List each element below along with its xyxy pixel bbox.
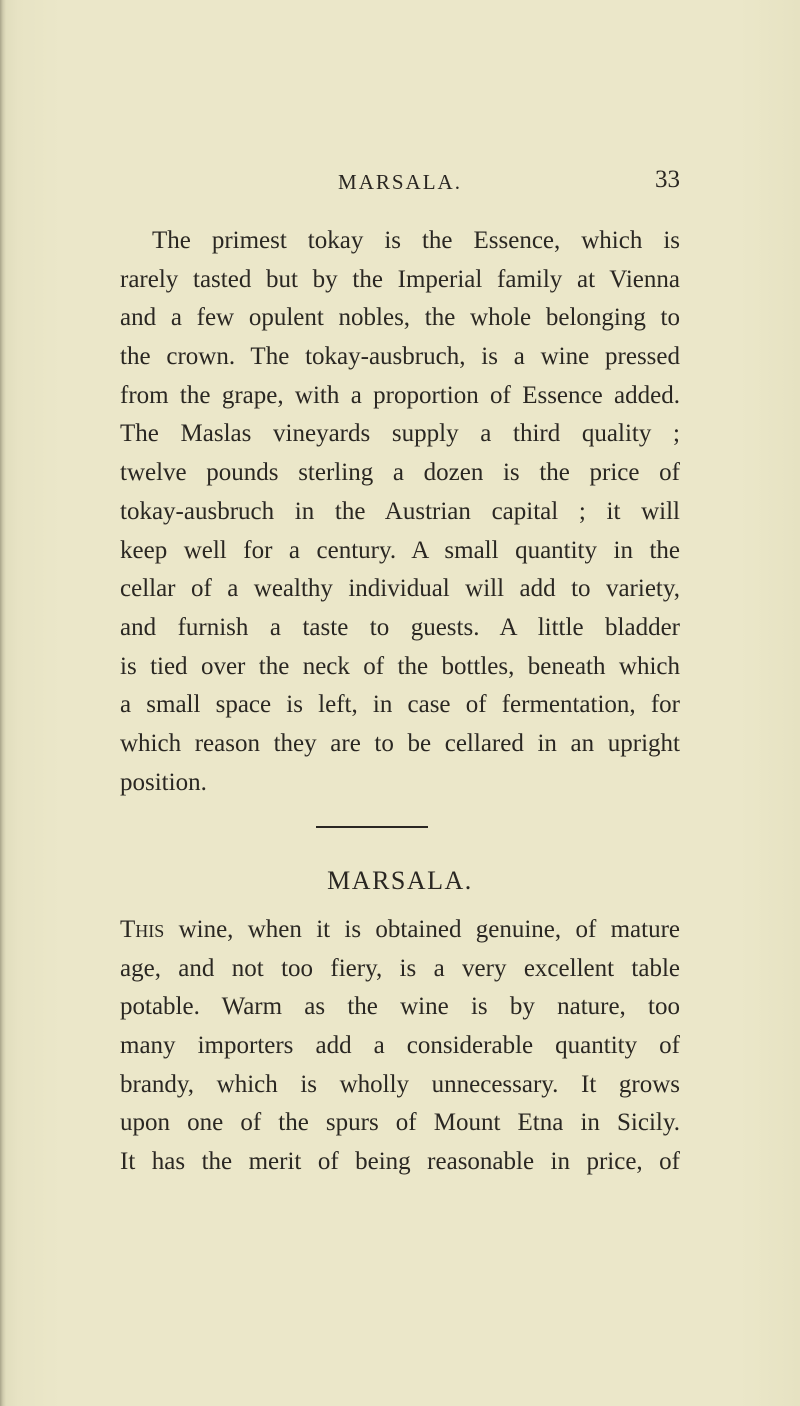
section-divider [316,826,428,828]
running-title: MARSALA. [338,170,462,194]
text-line: keep well for a century. A small quantity in the [120,536,680,564]
text-line: tokay-ausbruch in the Austrian capital ; it will [120,497,680,525]
text-line: position. [120,768,207,796]
running-head [120,164,680,200]
binding-gutter [0,0,6,1406]
text-line: the crown. The tokay-ausbruch, is a wine pressed [120,343,680,371]
text-line: potable. Warm as the wine is by nature, too [120,993,680,1021]
text-line: It has the merit of being reasonable in price, of [120,1148,680,1176]
text-line: rarely tasted but by the Imperial family at Vienna [120,265,680,293]
text-line: and furnish a taste to guests. A little bladder [120,613,680,641]
paragraph-tokay [120,222,680,802]
text-line: age, and not too fiery, is a very excellent table [120,954,680,982]
text-line: The primest tokay is the Essence, which is [152,227,680,254]
text-line: many importers add a considerable quantity of [120,1032,680,1060]
paragraph-marsala [120,911,680,1182]
section-heading: MARSALA. [327,866,473,895]
text-line [120,911,680,950]
page-number: 33 [655,166,680,193]
text-line: a small space is left, in case of fermentation, for [120,691,680,719]
text-line: cellar of a wealthy individual will add to variety, [120,575,680,603]
text-line-rest: wine, when it is obtained genuine, of mature [164,916,680,943]
text-line: which reason they are to be cellared in an upright [120,729,680,757]
text-line: brandy, which is wholly unnecessary. It grows [120,1070,680,1098]
text-line: The Maslas vineyards supply a third quality ; [120,420,680,448]
text-line: and a few opulent nobles, the whole belonging to [120,304,680,332]
text-line: from the grape, with a proportion of Essence added. [120,381,680,409]
text-line: twelve pounds sterling a dozen is the price of [120,459,680,487]
lead-word: This [120,916,165,943]
text-line: is tied over the neck of the bottles, beneath which [120,652,680,680]
text-line: upon one of the spurs of Mount Etna in Sicily. [120,1109,680,1137]
